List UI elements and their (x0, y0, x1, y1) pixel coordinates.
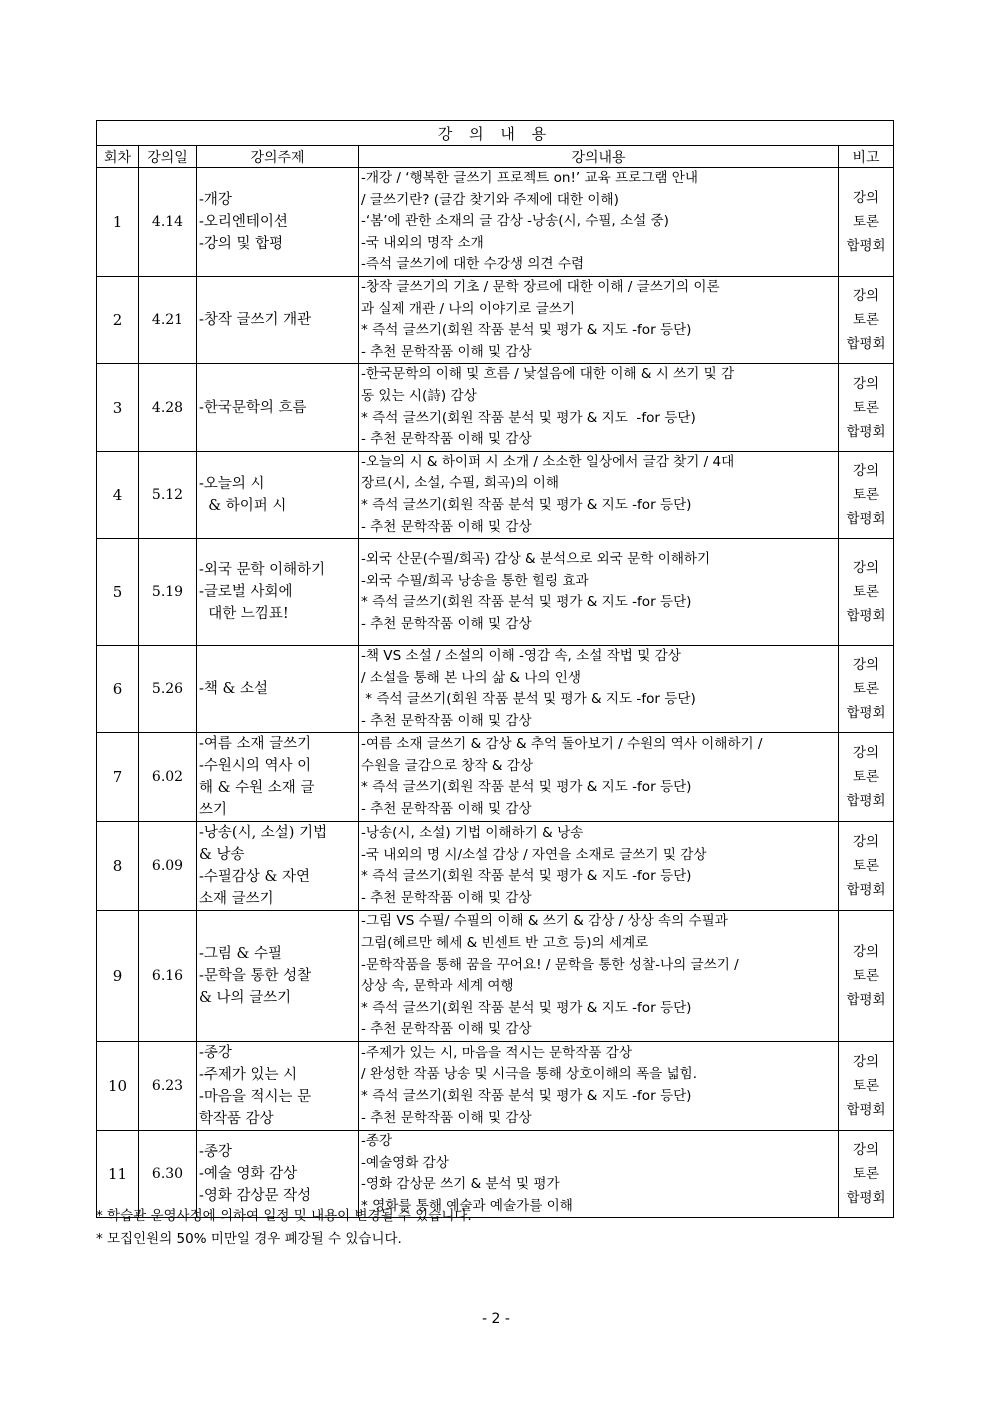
session-number: 7 (97, 733, 139, 822)
table-row (97, 539, 894, 646)
lecture-date: 5.12 (139, 451, 197, 538)
lecture-topic (197, 646, 359, 733)
lecture-content (359, 733, 839, 822)
table-row (97, 733, 894, 822)
note-line: 토론 (852, 858, 880, 875)
note-line: 토론 (852, 312, 880, 329)
lecture-note (839, 364, 894, 451)
content-line: -그림 VS 수필/ 수필의 이해 & 쓰기 & 감상 / 상상 속의 수필과 (361, 913, 728, 930)
topic-line: 소재 글쓰기 (199, 891, 274, 908)
lecture-date: 6.30 (139, 1131, 197, 1218)
content-line: 그림(헤르만 헤세 & 빈센트 반 고흐 등)의 세계로 (361, 935, 649, 952)
content-line: * 즉석 글쓰기(회원 작품 분석 및 평가 & 지도 -for 등단) (361, 409, 696, 426)
topic-line: -한국문학의 흐름 (199, 399, 307, 416)
note-line: 강의 (852, 1054, 880, 1071)
note-line: 합평회 (846, 705, 886, 722)
content-line: -‘봄’에 관한 소재의 글 감상 -낭송(시, 수필, 소설 중) (361, 213, 669, 230)
topic-line: -글로벌 사회에 (199, 584, 293, 601)
content-line: * 즉석 글쓰기(회원 작품 분석 및 평가 & 지도 -for 등단) (361, 496, 692, 513)
note-line: 합평회 (846, 992, 886, 1009)
session-number: 1 (97, 168, 139, 277)
lecture-schedule-table (96, 120, 894, 1218)
lecture-note (839, 276, 894, 363)
topic-line: & 하이퍼 시 (199, 497, 287, 514)
topic-line: -낭송(시, 소설) 기법 (199, 825, 328, 842)
content-line: * 즉석 글쓰기(회원 작품 분석 및 평가 & 지도 -for 등단) (361, 779, 692, 796)
note-line: 토론 (852, 584, 880, 601)
lecture-date: 6.09 (139, 822, 197, 911)
lecture-date: 4.21 (139, 276, 197, 363)
note-line: 합평회 (846, 608, 886, 625)
lecture-topic (197, 733, 359, 822)
lecture-topic (197, 1042, 359, 1131)
note-line: 강의 (852, 834, 880, 851)
table-header-row (97, 146, 894, 168)
content-line: -개강 / ‘행복한 글쓰기 프로젝트 on!’ 교육 프로그램 안내 (361, 170, 699, 186)
topic-line: & 나의 글쓰기 (199, 990, 292, 1007)
content-line: 장르(시, 소설, 수필, 희곡)의 이해 (361, 475, 560, 492)
topic-line: -수필감상 & 자연 (199, 869, 311, 886)
content-line: * 즉석 글쓰기(회원 작품 분석 및 평가 & 지도 -for 등단) (361, 594, 692, 611)
topic-line: -종강 (199, 1144, 232, 1161)
table-row (97, 911, 894, 1042)
header-session: 회차 (97, 146, 139, 168)
content-line: - 추천 문학작품 이해 및 감상 (361, 518, 532, 535)
lecture-content (359, 451, 839, 538)
session-number: 10 (97, 1042, 139, 1131)
session-number: 3 (97, 364, 139, 451)
content-line: / 소설을 통해 본 나의 삶 & 나의 인생 (361, 669, 581, 686)
note-line: 합평회 (846, 336, 886, 353)
content-line: 수원을 글감으로 창작 & 감상 (361, 757, 534, 774)
content-line: -문학작품을 통해 꿈을 꾸어요! / 문학을 통한 성찰-나의 글쓰기 / (361, 956, 739, 973)
content-line: * 즉석 글쓰기(회원 작품 분석 및 평가 & 지도 -for 등단) (361, 1088, 692, 1105)
session-number: 2 (97, 276, 139, 363)
session-number: 11 (97, 1131, 139, 1218)
table-row (97, 1042, 894, 1131)
note-line: 강의 (852, 560, 880, 577)
topic-line: -문학을 통한 성찰 (199, 968, 312, 985)
table-row (97, 364, 894, 451)
note-line: 토론 (852, 213, 880, 230)
lecture-topic (197, 911, 359, 1042)
lecture-note (839, 911, 894, 1042)
header-note: 비고 (839, 146, 894, 168)
topic-line: -강의 및 합평 (199, 235, 284, 252)
lecture-note (839, 1131, 894, 1218)
topic-line: -수원시의 역사 이 (199, 758, 312, 775)
note-line: 강의 (852, 1142, 880, 1159)
lecture-topic (197, 822, 359, 911)
content-line: * 즉석 글쓰기(회원 작품 분석 및 평가 & 지도 -for 등단) (361, 691, 696, 708)
lecture-date: 6.23 (139, 1042, 197, 1131)
lecture-content (359, 276, 839, 363)
topic-line: 쓰기 (199, 802, 228, 819)
lecture-topic (197, 539, 359, 646)
lecture-note (839, 451, 894, 538)
topic-line: -마음을 적시는 문 (199, 1089, 312, 1106)
header-date: 강의일 (139, 146, 197, 168)
lecture-content (359, 1042, 839, 1131)
note-line: 토론 (852, 399, 880, 416)
table-row (97, 276, 894, 363)
content-line: * 즉석 글쓰기(회원 작품 분석 및 평가 & 지도 -for 등단) (361, 999, 692, 1016)
session-number: 8 (97, 822, 139, 911)
session-number: 4 (97, 451, 139, 538)
content-line: * 영화를 통해 예술과 예술가를 이해 (361, 1197, 573, 1214)
content-line: - 추천 문학작품 이해 및 감상 (361, 615, 532, 632)
note-line: 합평회 (846, 793, 886, 810)
content-line: - 추천 문학작품 이해 및 감상 (361, 431, 532, 448)
topic-line: -오늘의 시 (199, 475, 265, 492)
note-line: 강의 (852, 745, 880, 762)
header-content: 강의내용 (359, 146, 839, 168)
lecture-content (359, 822, 839, 911)
note-line: 합평회 (846, 510, 886, 527)
note-line: 토론 (852, 968, 880, 985)
lecture-content (359, 364, 839, 451)
lecture-note (839, 1042, 894, 1131)
lecture-content (359, 539, 839, 646)
note-line: 강의 (852, 944, 880, 961)
footnote-schedule-change: * 학습관 운영사정에 의하여 일정 및 내용이 변경될 수 있습니다. (96, 1208, 472, 1224)
content-line: - 추천 문학작품 이해 및 감상 (361, 890, 532, 907)
lecture-note (839, 733, 894, 822)
table-row (97, 168, 894, 277)
content-line: -한국문학의 이해 및 흐름 / 낯설음에 대한 이해 & 시 쓰기 및 감 (361, 366, 735, 383)
content-line: -오늘의 시 & 하이퍼 시 소개 / 소소한 일상에서 글감 찾기 / 4대 (361, 453, 735, 470)
page-number: - 2 - (482, 1311, 510, 1327)
note-line: 강의 (852, 375, 880, 392)
content-line: * 즉석 글쓰기(회원 작품 분석 및 평가 & 지도 -for 등단) (361, 868, 692, 885)
content-line: -국 내외의 명작 소개 (361, 234, 484, 251)
header-topic: 강의주제 (197, 146, 359, 168)
lecture-date: 5.26 (139, 646, 197, 733)
topic-line: -예술 영화 감상 (199, 1166, 298, 1183)
note-line: 토론 (852, 769, 880, 786)
note-line: 합평회 (846, 423, 886, 440)
content-line: - 추천 문학작품 이해 및 감상 (361, 343, 532, 360)
lecture-note (839, 646, 894, 733)
table-title-row (97, 121, 894, 146)
lecture-content (359, 168, 839, 277)
lecture-date: 6.02 (139, 733, 197, 822)
topic-line: -개강 (199, 191, 232, 208)
content-line: -주제가 있는 시, 마음을 적시는 문학작품 감상 (361, 1044, 632, 1061)
content-line: - 추천 문학작품 이해 및 감상 (361, 801, 532, 818)
lecture-content (359, 646, 839, 733)
content-line: -예술영화 감상 (361, 1154, 449, 1171)
content-line: - 추천 문학작품 이해 및 감상 (361, 1109, 532, 1126)
session-number: 9 (97, 911, 139, 1042)
topic-line: -주제가 있는 시 (199, 1067, 298, 1084)
topic-line: -창작 글쓰기 개관 (199, 312, 312, 329)
note-line: 토론 (852, 486, 880, 503)
content-line: - 추천 문학작품 이해 및 감상 (361, 1021, 532, 1038)
lecture-topic (197, 451, 359, 538)
content-line: -낭송(시, 소설) 기법 이해하기 & 낭송 (361, 825, 584, 842)
content-line: -종강 (361, 1133, 393, 1150)
content-line: -책 VS 소설 / 소설의 이해 -영감 속, 소설 작법 및 감상 (361, 648, 681, 665)
lecture-note (839, 168, 894, 277)
topic-line: -오리엔테이션 (199, 213, 288, 230)
lecture-date: 5.19 (139, 539, 197, 646)
content-line: / 완성한 작품 낭송 및 시극을 통해 상호이해의 폭을 넓힘. (361, 1066, 698, 1083)
note-line: 합평회 (846, 1190, 886, 1207)
lecture-content (359, 911, 839, 1042)
content-line: * 즉석 글쓰기(회원 작품 분석 및 평가 & 지도 -for 등단) (361, 322, 692, 339)
footnote-cancellation: * 모집인원의 50% 미만일 경우 폐강될 수 있습니다. (96, 1231, 402, 1247)
schedule-body (97, 168, 894, 1218)
content-line: / 글쓰기란? (글감 찾기와 주제에 대한 이해) (361, 191, 619, 208)
content-line: 동 있는 시(詩) 감상 (361, 387, 477, 404)
lecture-topic (197, 168, 359, 277)
session-number: 5 (97, 539, 139, 646)
topic-line: 학작품 감상 (199, 1111, 274, 1128)
note-line: 강의 (852, 288, 880, 305)
lecture-date: 4.14 (139, 168, 197, 277)
table-row (97, 822, 894, 911)
lecture-topic (197, 364, 359, 451)
note-line: 합평회 (846, 1102, 886, 1119)
table-row (97, 646, 894, 733)
table-title: 강 의 내 용 (97, 121, 894, 146)
note-line: 강의 (852, 462, 880, 479)
note-line: 합평회 (846, 882, 886, 899)
note-line: 토론 (852, 681, 880, 698)
topic-line: 대한 느낌표! (199, 606, 289, 623)
topic-line: -외국 문학 이해하기 (199, 562, 326, 579)
note-line: 합평회 (846, 237, 886, 254)
topic-line: -종강 (199, 1045, 232, 1062)
lecture-note (839, 822, 894, 911)
note-line: 강의 (852, 657, 880, 674)
note-line: 강의 (852, 189, 880, 206)
content-line: -외국 산문(수필/희곡) 감상 & 분석으로 외국 문학 이해하기 (361, 550, 711, 567)
content-line: 과 실제 개관 / 나의 이야기로 글쓰기 (361, 300, 575, 317)
lecture-topic (197, 276, 359, 363)
topic-line: -책 & 소설 (199, 681, 269, 698)
content-line: - 추천 문학작품 이해 및 감상 (361, 712, 532, 729)
note-line: 토론 (852, 1166, 880, 1183)
topic-line: -여름 소재 글쓰기 (199, 736, 312, 753)
note-line: 토론 (852, 1078, 880, 1095)
lecture-date: 6.16 (139, 911, 197, 1042)
content-line: -외국 수필/희곡 낭송을 통한 힐링 효과 (361, 572, 589, 589)
topic-line: 해 & 수원 소재 글 (199, 780, 315, 797)
content-line: -여름 소재 글쓰기 & 감상 & 추억 돌아보기 / 수원의 역사 이해하기 / (361, 736, 763, 753)
lecture-date: 4.28 (139, 364, 197, 451)
lecture-note (839, 539, 894, 646)
topic-line: -영화 감상문 작성 (199, 1188, 312, 1205)
content-line: -영화 감상문 쓰기 & 분석 및 평가 (361, 1176, 560, 1193)
table-row (97, 451, 894, 538)
content-line: -즉석 글쓰기에 대한 수강생 의견 수렴 (361, 256, 585, 273)
topic-line: & 낭송 (199, 847, 245, 864)
content-line: -국 내외의 명 시/소설 감상 / 자연을 소재로 글쓰기 및 감상 (361, 846, 707, 863)
topic-line: -그림 & 수필 (199, 946, 283, 963)
content-line: 상상 속, 문학과 세계 여행 (361, 978, 514, 995)
session-number: 6 (97, 646, 139, 733)
content-line: -창작 글쓰기의 기초 / 문학 장르에 대한 이해 / 글쓰기의 이론 (361, 278, 720, 295)
